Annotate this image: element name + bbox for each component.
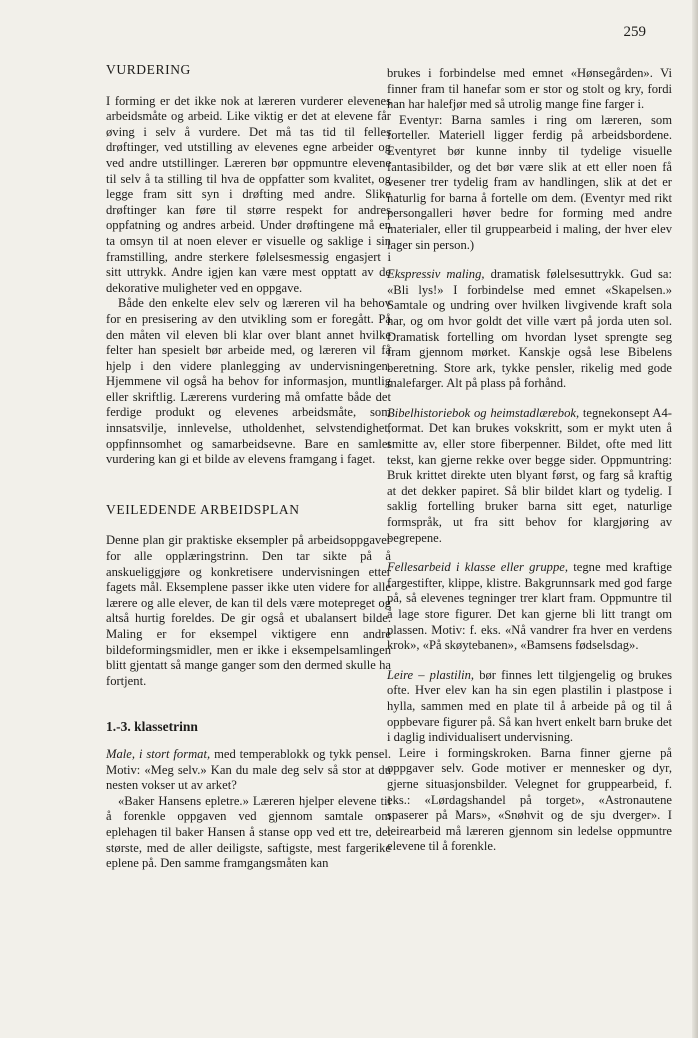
felles-lead: Fellesarbeid i klasse eller gruppe, bbox=[387, 560, 568, 575]
leire-lead: Leire – plastilin, bbox=[387, 667, 475, 682]
vurdering-paragraph-1: I forming er det ikke nok at læreren vurderer elevenes arbeidsmåte og arbeid. Like viktig er det at elevene får øving i selv å vurdere. Det må tas tid til felles drøftinger, ved utstilling av elevenes egne arbeider og ved andre utstillinger. Læreren bør oppmuntre elevene til selv å ta stilling til hva de oppfatter som kvalitet, og legge fram sitt syn i drøfting med andre. Slike drøftinger kan føre til større respekt for andres oppfatning og andres arbeid. Under drøftingene må en ta omsyn til at noen elever er visuelle og saklige i sin framstilling, andre sterkere følelsesmessig engasjert i sitt uttrykk. Andre igjen kan være mest opptatt av de dekorative muligheter ved en oppgave. bbox=[106, 93, 391, 295]
heading-vurdering: VURDERING bbox=[106, 62, 191, 77]
leire-text: bør finnes lett tilgjengelig og brukes ofte. Hver elev kan ha sin egen plastilin i plastpose i hylla, sammen med en plate til å arbeide på og til å oppbevare figurer på. Så kan hvert enkelt barn bruke det i daglig individualisert undervisning. bbox=[387, 667, 672, 745]
right-column bbox=[387, 66, 672, 855]
bibel-paragraph bbox=[387, 406, 672, 546]
felles-text: tegne med kraftige fargestifter, klippe, klistre. Bakgrunnsark med god farge på, så elevenes tegninger trer klart fram. Oppmuntre til å lage store figurer. Det kan gjerne bli litt trangt om plassen. Motiv: f. eks. «Nå vandrer fra hver en verdens krok», «På skøytebanen», «Bamsens fødselsdag». bbox=[387, 560, 672, 653]
left-column bbox=[106, 62, 391, 872]
ekspressiv-lead: Ekspressiv maling, bbox=[387, 267, 485, 282]
baker-paragraph: «Baker Hansens epletre.» Læreren hjelper elevene til å forenkle oppgaven ved gjennom samtale om eplehagen til baker Hansen å stanse opp ved ett tre, det største, med de aller deiligste, saftigste, mest fargerike eplene på. Den samme framgangsmåten kan bbox=[106, 793, 391, 871]
leire-paragraph bbox=[387, 668, 672, 746]
leire-paragraph-2: Leire i formingskroken. Barna finner gjerne på oppgaver selv. Gode motiver er mennesker og dyr, gjerne situasjonsbilder. Velegnet for gruppearbeid, f. eks.: «Lørdagshandel på torget», «Astronautene spaserer på Mars», «Snøhvit og de sju dverger». I leirearbeid må læreren gjennom sin ledelse oppmuntre elevene til å forenkle. bbox=[387, 745, 672, 854]
continuation-paragraph: brukes i forbindelse med emnet «Hønsegården». Vi finner fram til hanefar som er stor og stolt og kry, fordi han har halefjør med så utrolig mange fine farger i. bbox=[387, 66, 672, 112]
male-lead: Male, i stort format, bbox=[106, 746, 211, 761]
bibel-lead: Bibelhistoriebok og heimstadlærebok, bbox=[387, 405, 580, 420]
ekspressiv-text: dramatisk følelsesuttrykk. Gud sa: «Bli lys!» I forbindelse med emnet «Skapelsen.» Samtale og undring over hvilken livgivende kraft sola har, og om hvor goldt det ville vært på jorda uten sol. Dramatisk fortelling om hvordan lyset sprengte seg fram gjennom mørket. Kanskje også lese Bibelens beretning. Store ark, tykke pensler, rikelig med gode malefarger. Alt på plass på forhånd. bbox=[387, 267, 672, 391]
male-text: med temperablokk og tykk pensel. Motiv: «Meg selv.» Kan du male deg selv så stor at du nesten vokser ut av arket? bbox=[106, 746, 391, 793]
page-number: 259 bbox=[623, 24, 646, 40]
felles-paragraph bbox=[387, 560, 672, 654]
eventyr-paragraph: Eventyr: Barna samles i ring om læreren, som forteller. Materiell ligger ferdig på arbeidsbordene. Eventyret bør kunne innby til tydelige visuelle fantasibilder, og det bør være slik at ett eller noen få vesener trer tydelig fram av handlingen, slik at det er naturlig for barna å fortelle om dem. (Eventyr med rikt persongalleri høver bedre for forming med andre materialer, eller til gruppearbeid i maling, der hver elev lager sin person.) bbox=[387, 112, 672, 252]
arbeidsplan-paragraph: Denne plan gir praktiske eksempler på arbeidsoppgaver for alle opplæringstrinn. Den tar sikte på å anskueliggjøre og konkretisere undervisningen etter fagets mål. Eksemplene passer ikke uten videre for alle lærere og alle elever, de kan til dels være motepreget og altså hurtig foreldes. De gir også et ubalansert bilde. Maling er for eksempel viktigere enn andre bildeformingsmidler, men er ikke i eksempelsamlingen blitt gjentatt så mange ganger som den dermed skulle ha fortjent. bbox=[106, 533, 391, 688]
male-paragraph bbox=[106, 747, 391, 794]
page-edge-shadow bbox=[692, 0, 698, 1038]
vurdering-paragraph-2: Både den enkelte elev selv og læreren vil ha behov for en presisering av den utvikling som er foregått. På den måten vil eleven bli klar over blant annet hvilke felter han spesielt bør arbeide med, og læreren vil få hjelp i den videre planlegging av undervisningen. Hjemmene vil også ha behov for informasjon, muntlig eller skriftlig. Lærerens vurdering må omfatte både det ferdige produkt og elevenes arbeidsmåte, som innsatsvilje, innlevelse, utholdenhet, selvstendighet, oppfinnsomhet og samarbeidsevne. Bare en samlet vurdering kan gi et bilde av elevens framgang i faget. bbox=[106, 296, 391, 467]
ekspressiv-paragraph bbox=[387, 267, 672, 392]
heading-arbeidsplan: VEILEDENDE ARBEIDSPLAN bbox=[106, 501, 300, 517]
bibel-text: tegnekonsept A4-format. Det kan brukes vokskritt, som er mykt uten å smitte av, eller store fiberpenner. Bildet, ofte med litt tekst, kan gjerne rekke over begge sider. Oppmuntring: Bruk krittet direkte uten blyant først, og farg så kraftig at det dekker papiret. Så blir bildet klart og tydelig. I saklig fortelling bruker barna sitt eget, naturlige formspråk, ut fra sitt behov for klargjøring av begrepene. bbox=[387, 405, 672, 545]
subheading-klassetrinn: 1.-3. klassetrinn bbox=[106, 719, 198, 735]
